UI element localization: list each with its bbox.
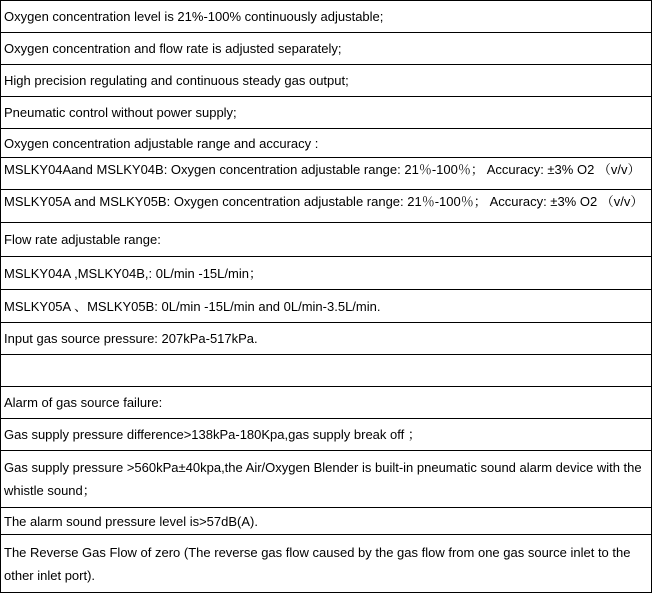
row-text: The alarm sound pressure level is>57dB(A).: [4, 513, 258, 529]
row-text: High precision regulating and continuous steady gas output;: [4, 73, 349, 88]
row-text: Input gas source pressure: 207kPa-517kPa.: [4, 331, 258, 346]
table-row: [1, 190, 651, 223]
table-row: [1, 223, 651, 257]
table-row: [1, 97, 651, 129]
row-text: MSLKY05A and MSLKY05B: Oxygen concentration adjustable range: 21％-100％； Accuracy: ±3% O2 （v/v）: [4, 194, 644, 209]
table-row: [1, 419, 651, 451]
table-row: [1, 65, 651, 97]
row-text: Pneumatic control without power supply;: [4, 105, 237, 120]
table-row: [1, 129, 651, 158]
table-row: [1, 323, 651, 355]
row-text: Oxygen concentration adjustable range and accuracy :: [4, 135, 319, 151]
table-row: [1, 33, 651, 65]
table-row: [1, 290, 651, 323]
table-row: [1, 535, 651, 593]
row-text: Alarm of gas source failure:: [4, 395, 163, 410]
row-text: Gas supply pressure >560kPa±40kpa,the Air/Oxygen Blender is built-in pneumatic sound alarm device with the whistle sound；: [4, 460, 642, 498]
table-row: [1, 158, 651, 190]
row-text: MSLKY04A ,MSLKY04B,: 0L/min -15L/min；: [4, 265, 262, 281]
row-text: Gas supply pressure difference>138kPa-180Kpa,gas supply break off ；: [4, 427, 421, 442]
row-text: Oxygen concentration and flow rate is adjusted separately;: [4, 41, 342, 56]
table-row-empty: [1, 355, 651, 387]
row-text: Oxygen concentration level is 21%-100% continuously adjustable;: [4, 9, 384, 24]
table-row: [1, 1, 651, 33]
table-row: [1, 508, 651, 535]
row-text: The Reverse Gas Flow of zero (The reverse gas flow caused by the gas flow from one gas source inlet to the other inlet port).: [4, 544, 631, 583]
row-text: MSLKY04Aand MSLKY04B: Oxygen concentration adjustable range: 21％-100％； Accuracy: ±3% O2 （v/v）: [4, 162, 641, 177]
row-text: Flow rate adjustable range:: [4, 232, 161, 247]
table-row: [1, 257, 651, 290]
row-text: MSLKY05A 、MSLKY05B: 0L/min -15L/min and 0L/min-3.5L/min.: [4, 298, 381, 314]
table-row: [1, 451, 651, 508]
table-row: [1, 387, 651, 419]
